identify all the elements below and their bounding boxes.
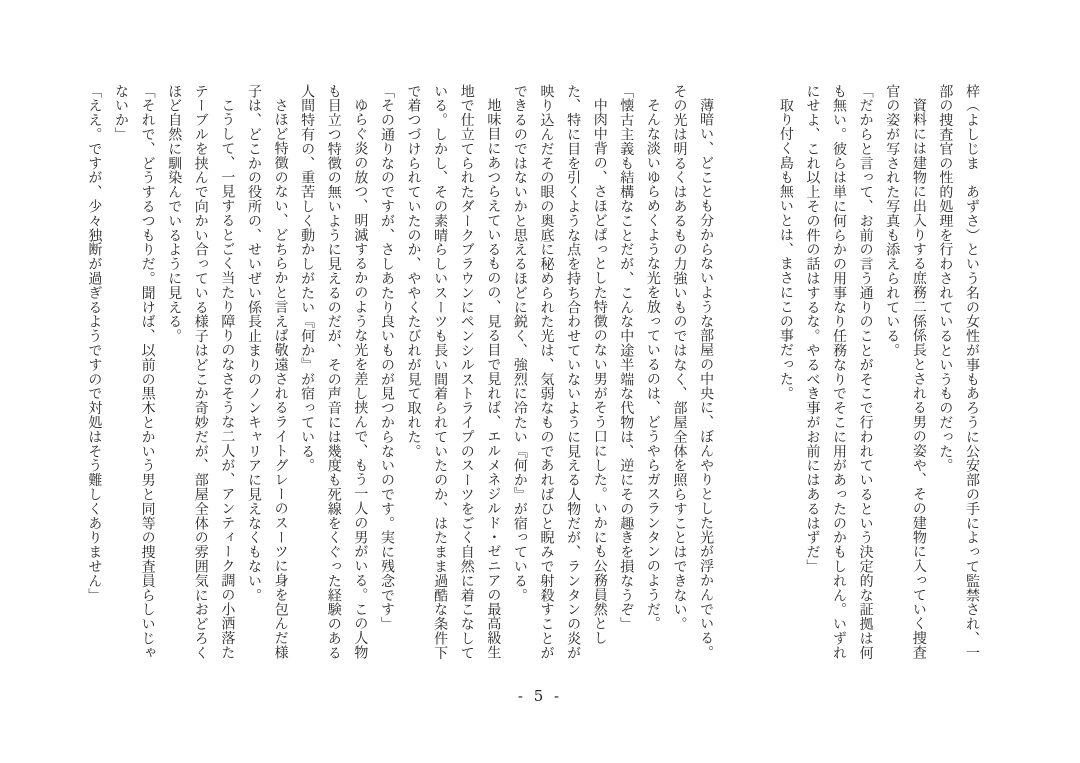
paragraph: さほど特徴のない、どちらかと言えば敬遠されるライトグレーのスーツに身を包んだ様子は、どこかの役所の、せいぜい係長止まりのノンキャリアに見えなくもない。 [245,84,289,660]
paragraph: 梓（よしじま あずさ）という名の女性が事もあろうに公安部の手によって監禁され、一部の捜査官の性的処理を行わされているというものだった。 [937,84,980,660]
paragraph: その光は明るくはあるもの力強いものではなく、部屋全体を照らすことはできない。 [671,84,688,632]
paragraph: 「懐古主義も結構なことだが、こんな中途半端な代物は、逆にその趣きを損なうぞ」 [618,84,635,632]
paragraph: 中肉中背の、さほどぱっとした特徴のない男がそう口にした。いかにも公務員然とした、特に目を引くような点を持ち合わせていないように見える人物だが、ランタンの炎が映り込んだその眼の奥底に秘められた光は、気弱なものであればひと睨みで射殺すことができるのではないかと思えるほどに鋭く、強烈に冷たい『何か』が宿っている。 [511,84,608,660]
paragraph: 「だからと言って、お前の言う通りのことがそこで行われているという決定的な証拠は何も無い。彼らは単に何らかの用事なり任務なりでそこに用があったのかもしれん。いずれにせよ、これ以上その件の話はするな。やるべき事がお前にはあるはずだ」 [804,84,874,660]
paragraph: 資料には建物に出入りする庶務二係係長とされる男の姿や、その建物に入っていく捜査官の姿が写された写真も添えられている。 [884,84,927,660]
paragraph: 「それで、どうするつもりだ。聞けば、以前の黒木とかいう男と同等の捜査員らしいじゃないか」 [113,84,156,660]
paragraph: 「ええ。ですが、少々独断が過ぎるようですので対処はそう難しくありません」 [86,84,103,603]
paragraph-spacer [746,84,773,662]
paragraph: そんな淡いゆらめくような光を放っているのは、どうやらガスランタンのようだ。 [644,98,661,631]
page-number: - 5 - [517,687,563,705]
paragraph: 取り付く島も無いとは、まさにこの事だった。 [777,98,794,401]
paragraph-spacer [719,84,746,662]
paragraph: こうして、一見するとごく当たり障りのなさそうな二人が、アンティーク調の小洒落たテーブルを挟んで向かい合っている様子はどこか奇妙だが、部屋全体の雰囲気におどろくほど自然に馴染んでいるように見える。 [166,84,236,660]
body-text [73,84,985,662]
paragraph: 薄暗い、どことも分からないような部屋の中央に、ぼんやりとした光が浮かんでいる。 [698,98,715,660]
paragraph: ゆらぐ炎の放つ、明滅するかのような光を差し挟んで、もう一人の男がいる。この人物も目立つ特徴の無いように見えるのだが、その声音には幾度も死線をくぐった経験のある人間特有の、重苦しく動かしがたい『何か』が宿っている。 [299,84,369,660]
paragraph: 「その通りなのですが、さしあたり良いものが見つからないのです。実に残念です」 [378,84,395,632]
paragraph: 地味目にあつらえているものの、見る目で見れば、エルメネジルド・ゼニアの最高級生地で仕立てられたダークブラウンにペンシルストライプのスーツをごく自然に着こなしている。しかし、その素晴らしいスーツも長い間着られていたのか、はたまま過酷な条件下で着つづけられていたのか、ややくたびれが見て取れた。 [405,84,502,660]
